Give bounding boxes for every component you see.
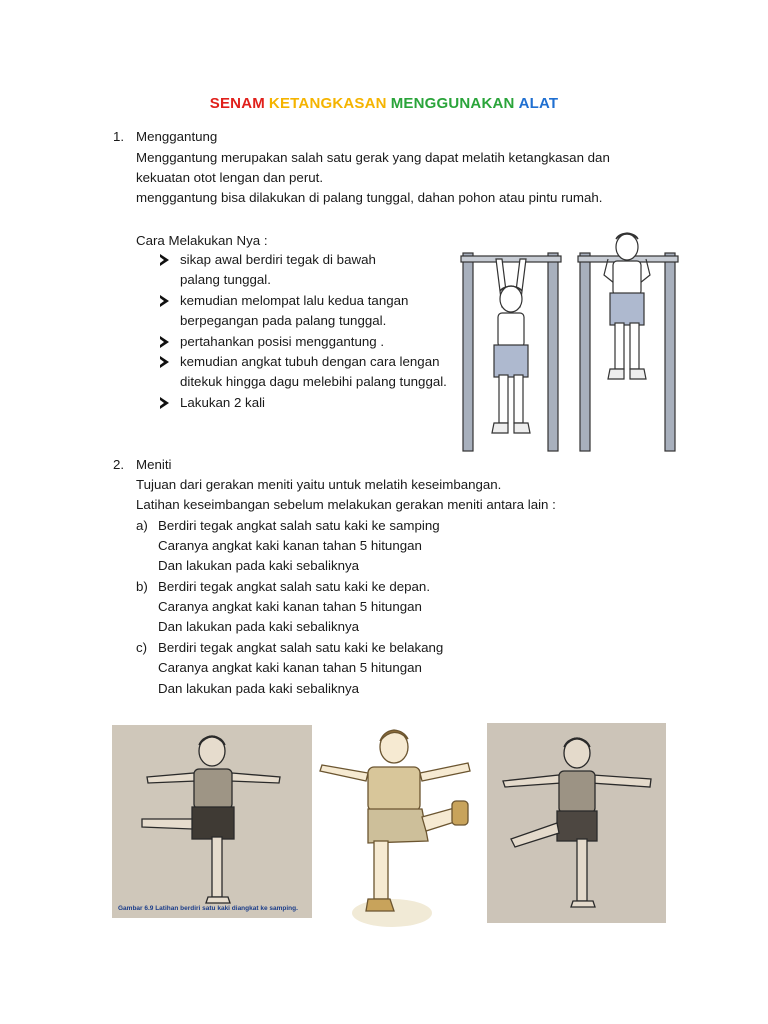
- item-line: Berdiri tegak angkat salah satu kaki ke samping: [158, 518, 440, 533]
- arrow-bullet-icon: [160, 295, 169, 307]
- method-label: Cara Melakukan Nya :: [136, 233, 268, 248]
- item-line: Dan lakukan pada kaki sebaliknya: [158, 558, 360, 573]
- title-word-2: KETANGKASAN: [268, 95, 387, 112]
- item-line: Caranya angkat kaki kanan tahan 5 hitungan: [158, 599, 422, 614]
- hanging-illustration: [458, 225, 684, 463]
- section1-paragraph-line: kekuatan otot lengan dan perut.: [136, 170, 324, 185]
- item-line: Dan lakukan pada kaki sebaliknya: [158, 619, 360, 634]
- balance-illustration-front: [318, 723, 478, 935]
- bullet-text-continued: ditekuk hingga dagu melebihi palang tunggal.: [180, 374, 447, 389]
- section2-paragraph-line: Latihan keseimbangan sebelum melakukan gerakan meniti antara lain :: [136, 497, 556, 512]
- bullet-text: Lakukan 2 kali: [180, 395, 266, 410]
- section2-heading: Meniti: [136, 457, 172, 472]
- bullet-text-continued: berpegangan pada palang tunggal.: [180, 313, 387, 328]
- bullet-text-continued: palang tunggal.: [180, 272, 271, 287]
- section2-number: 2.: [113, 457, 125, 472]
- section1-number: 1.: [113, 129, 125, 144]
- item-marker: c): [136, 640, 148, 655]
- bullet-text: sikap awal berdiri tegak di bawah: [180, 252, 376, 267]
- arrow-bullet-icon: [160, 336, 169, 348]
- title-word-4: ALAT: [518, 95, 559, 112]
- bullet-text: kemudian angkat tubuh dengan cara lengan: [180, 354, 440, 369]
- item-line: Dan lakukan pada kaki sebaliknya: [158, 681, 360, 696]
- item-line: Caranya angkat kaki kanan tahan 5 hitungan: [158, 660, 422, 675]
- section2-paragraph-line: Tujuan dari gerakan meniti yaitu untuk melatih keseimbangan.: [136, 477, 502, 492]
- page-title: [0, 95, 768, 112]
- bullet-text: kemudian melompat lalu kedua tangan: [180, 293, 409, 308]
- item-marker: b): [136, 579, 148, 594]
- title-word-1: SENAM: [209, 95, 265, 112]
- item-line: Caranya angkat kaki kanan tahan 5 hitungan: [158, 538, 422, 553]
- item-line: Berdiri tegak angkat salah satu kaki ke depan.: [158, 579, 431, 594]
- section1-paragraph-line: menggantung bisa dilakukan di palang tunggal, dahan pohon atau pintu rumah.: [136, 190, 603, 205]
- item-marker: a): [136, 518, 148, 533]
- arrow-bullet-icon: [160, 397, 169, 409]
- title-word-3: MENGGUNAKAN: [390, 95, 515, 112]
- photo-caption: Gambar 6.9 Latihan berdiri satu kaki diangkat ke samping.: [118, 905, 298, 912]
- item-line: Berdiri tegak angkat salah satu kaki ke belakang: [158, 640, 444, 655]
- bullet-text: pertahankan posisi menggantung .: [180, 334, 385, 349]
- arrow-bullet-icon: [160, 254, 169, 266]
- arrow-bullet-icon: [160, 356, 169, 368]
- section1-heading: Menggantung: [136, 129, 218, 144]
- balance-photo-side: [112, 725, 312, 918]
- balance-photo-back: [487, 723, 666, 923]
- section1-paragraph-line: Menggantung merupakan salah satu gerak yang dapat melatih ketangkasan dan: [136, 150, 610, 165]
